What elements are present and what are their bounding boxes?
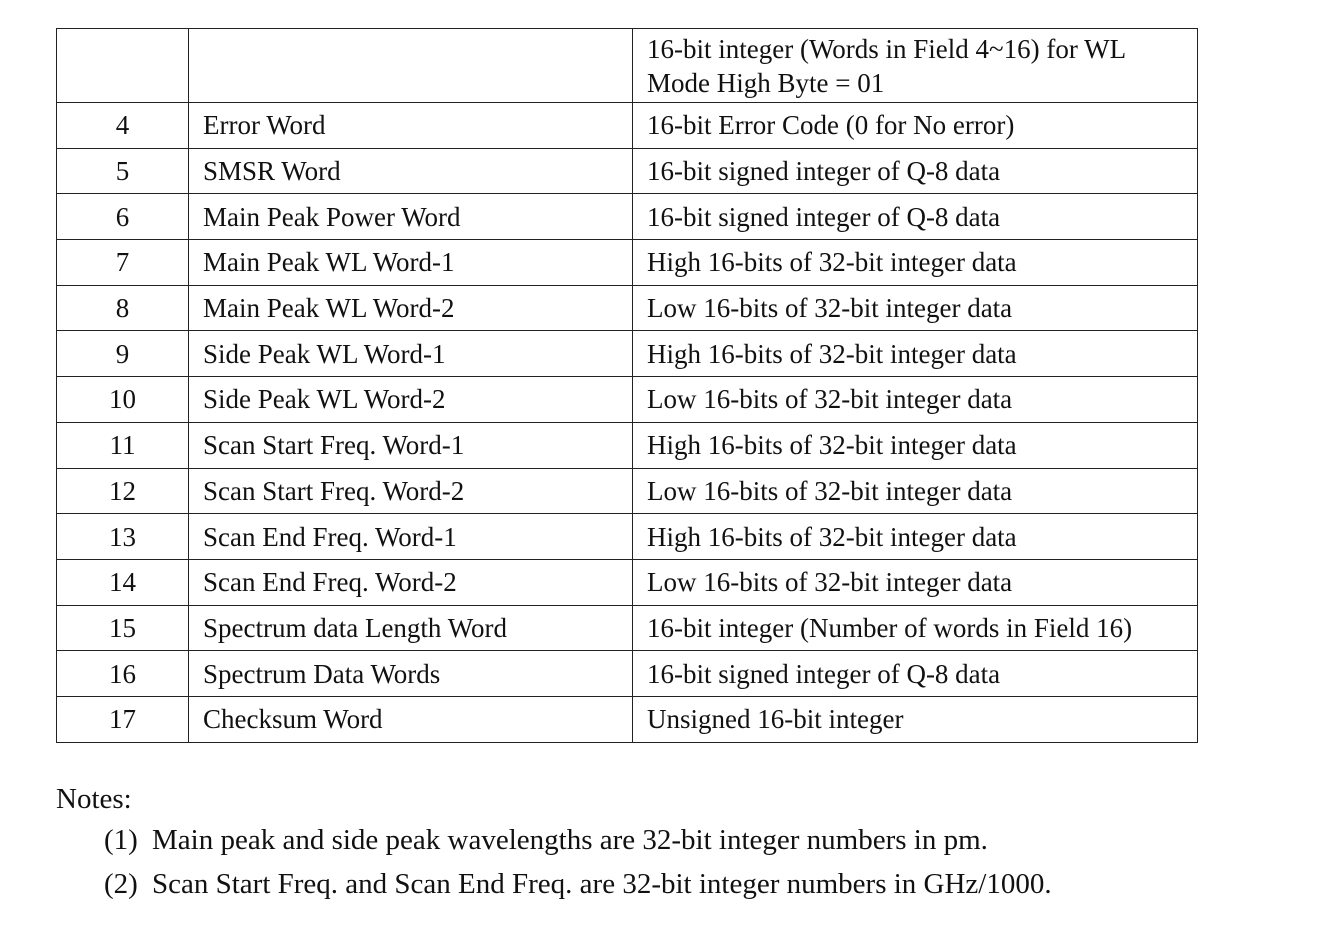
table-row — [57, 194, 1198, 240]
field-number-cell: 10 — [57, 377, 189, 423]
description-line-1: 16-bit integer (Words in Field 4~16) for WL — [647, 33, 1127, 64]
table-row — [57, 696, 1198, 742]
field-name-cell: Scan Start Freq. Word-2 — [189, 468, 633, 514]
field-name-cell: Side Peak WL Word-1 — [189, 331, 633, 377]
field-description-cell: High 16-bits of 32-bit integer data — [633, 240, 1198, 286]
field-description-cell: Unsigned 16-bit integer — [633, 696, 1198, 742]
field-name-cell: Spectrum data Length Word — [189, 605, 633, 651]
field-description-cell — [633, 29, 1198, 103]
field-number-cell: 9 — [57, 331, 189, 377]
field-number-cell: 15 — [57, 605, 189, 651]
field-number-cell: 5 — [57, 148, 189, 194]
table-row — [57, 514, 1198, 560]
field-number-cell: 4 — [57, 103, 189, 149]
field-name-cell: Scan End Freq. Word-2 — [189, 559, 633, 605]
description-line-2: Mode High Byte = 01 — [647, 67, 885, 98]
table-row — [57, 103, 1198, 149]
field-number-cell: 17 — [57, 696, 189, 742]
field-description-cell: High 16-bits of 32-bit integer data — [633, 331, 1198, 377]
field-number-cell: 6 — [57, 194, 189, 240]
table-row — [57, 285, 1198, 331]
field-table — [56, 28, 1198, 743]
field-description-cell: 16-bit signed integer of Q-8 data — [633, 148, 1198, 194]
table-row — [57, 605, 1198, 651]
table-row — [57, 422, 1198, 468]
field-description-cell: Low 16-bits of 32-bit integer data — [633, 377, 1198, 423]
field-number-cell: 13 — [57, 514, 189, 560]
field-description-cell: 16-bit signed integer of Q-8 data — [633, 194, 1198, 240]
table-row — [57, 240, 1198, 286]
field-number-cell: 11 — [57, 422, 189, 468]
field-name-cell — [189, 29, 633, 103]
field-number-cell: 8 — [57, 285, 189, 331]
table-row — [57, 377, 1198, 423]
field-description-cell: 16-bit integer (Number of words in Field 16) — [633, 605, 1198, 651]
field-name-cell: Checksum Word — [189, 696, 633, 742]
table-row — [57, 651, 1198, 697]
field-description-cell: 16-bit signed integer of Q-8 data — [633, 651, 1198, 697]
field-name-cell: Spectrum Data Words — [189, 651, 633, 697]
field-name-cell: Main Peak WL Word-2 — [189, 285, 633, 331]
field-name-cell: Side Peak WL Word-2 — [189, 377, 633, 423]
field-name-cell: Main Peak Power Word — [189, 194, 633, 240]
field-number-cell: 14 — [57, 559, 189, 605]
notes-list — [56, 818, 1256, 906]
field-number-cell: 7 — [57, 240, 189, 286]
note-number: (1) — [104, 824, 138, 856]
note-item — [56, 862, 1256, 906]
field-number-cell: 16 — [57, 651, 189, 697]
field-name-cell: Scan End Freq. Word-1 — [189, 514, 633, 560]
field-description-cell: Low 16-bits of 32-bit integer data — [633, 468, 1198, 514]
field-name-cell: Main Peak WL Word-1 — [189, 240, 633, 286]
field-name-cell: Scan Start Freq. Word-1 — [189, 422, 633, 468]
table-row — [57, 331, 1198, 377]
table-row — [57, 148, 1198, 194]
note-number: (2) — [104, 868, 138, 900]
table-row — [57, 468, 1198, 514]
field-description-cell: Low 16-bits of 32-bit integer data — [633, 559, 1198, 605]
field-name-cell: SMSR Word — [189, 148, 633, 194]
field-number-cell — [57, 29, 189, 103]
note-item — [56, 818, 1256, 862]
field-description-cell: High 16-bits of 32-bit integer data — [633, 514, 1198, 560]
table-row — [57, 559, 1198, 605]
notes-section — [56, 780, 1256, 906]
notes-title: Notes: — [56, 783, 132, 815]
field-description-cell: High 16-bits of 32-bit integer data — [633, 422, 1198, 468]
note-text: Scan Start Freq. and Scan End Freq. are 32-bit integer numbers in GHz/1000. — [152, 868, 1052, 900]
table-body — [57, 29, 1198, 743]
note-text: Main peak and side peak wavelengths are 32-bit integer numbers in pm. — [152, 824, 988, 856]
field-number-cell: 12 — [57, 468, 189, 514]
field-description-cell: 16-bit Error Code (0 for No error) — [633, 103, 1198, 149]
table-row-continued — [57, 29, 1198, 103]
field-description-cell: Low 16-bits of 32-bit integer data — [633, 285, 1198, 331]
field-name-cell: Error Word — [189, 103, 633, 149]
